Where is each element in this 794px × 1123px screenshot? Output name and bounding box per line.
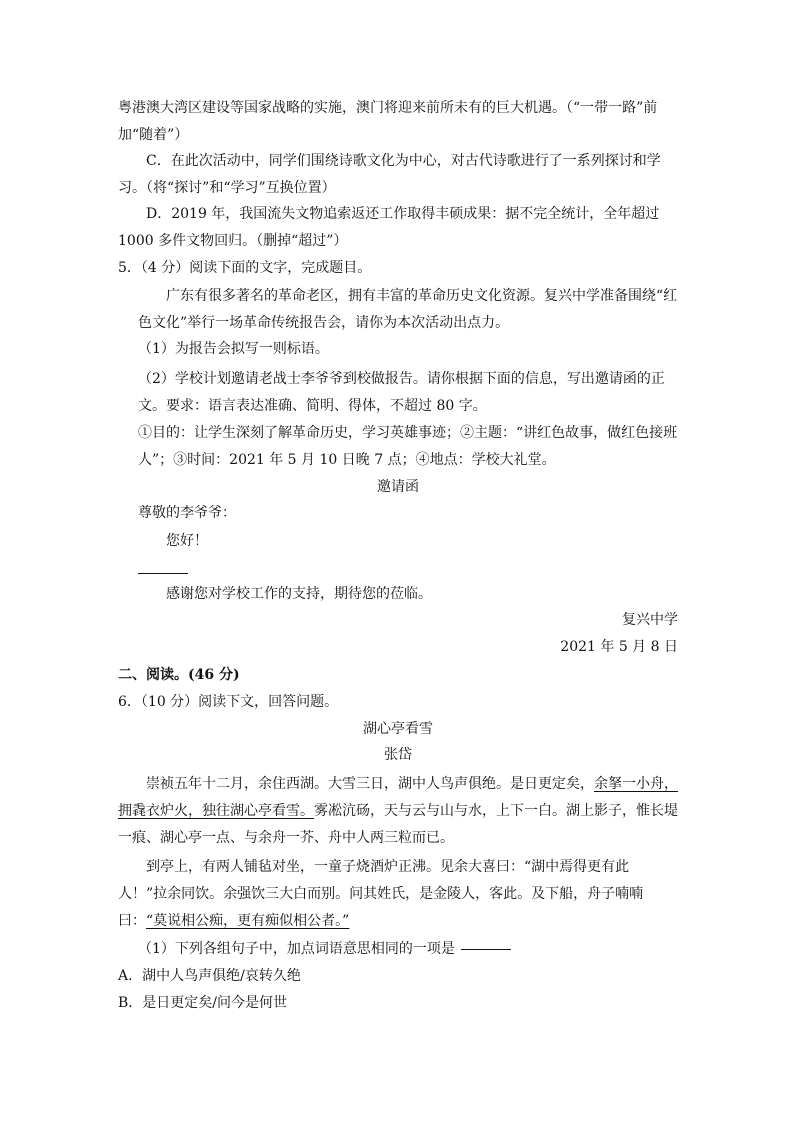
passage-p1-text-b: 雾凇沆砀，天与云与山与水，上下一白。湖上影子，惟长堤一痕、湖心亭一点、与余舟一芥、舟中人两三粒而已。 <box>118 803 678 846</box>
passage-paragraph-1 <box>118 771 678 852</box>
item5-passage: 广东有很多著名的革命老区，拥有丰富的革命历史文化资源。复兴中学准备围绕“红色文化”举行一场革命传统报告会，请你为本次活动出点力。 <box>138 288 678 331</box>
passage-p1-text-a: 崇祯五年十二月，余住西湖。大雪三日，湖中人鸟声俱绝。是日更定矣， <box>146 776 594 792</box>
passage-paragraph-2 <box>118 854 678 935</box>
item6-question-1 <box>138 936 678 962</box>
item6-question-1-text: （1）下列各组句子中，加点词语意思相同的一项是 <box>138 941 455 957</box>
passage-p1-underlined: 余拏一小舟，拥毳衣炉火，独往湖心亭看雪。 <box>118 776 678 819</box>
poem-title: 湖心亭看雪 <box>363 721 433 737</box>
item5-header: 5．（4 分）阅读下面的文字，完成题目。 <box>118 260 372 276</box>
item6-option-b: B．是日更定矣/问今是何世 <box>118 995 288 1011</box>
item4-option-d: D．2019 年，我国流失文物追索返还工作取得丰硕成果：据不完全统计，全年超过 1000 多件文物回归。（删掉“超过”） <box>118 206 660 249</box>
letter-closing: 感谢您对学校工作的支持，期待您的莅临。 <box>166 586 432 602</box>
passage-p2-text-a: 到亭上，有两人铺毡对坐，一童子烧酒炉正沸。见余大喜曰：“湖中焉得更有此人！”拉余同饮。余强饮三大白而别。问其姓氏，是金陵人，客此。及下船，舟子喃喃曰： <box>118 859 644 929</box>
item5-question-1: （1）为报告会拟写一则标语。 <box>138 341 329 357</box>
item6-option-a: A．湖中人鸟声俱绝/哀转久绝 <box>118 968 301 984</box>
item4-option-c: C．在此次活动中，同学们围绕诗歌文化为中心，对古代诗歌进行了一系列探讨和学习。（将“探讨”和“学习”互换位置） <box>118 153 661 196</box>
letter-body-blank <box>138 573 188 574</box>
poem-author: 张岱 <box>384 747 412 763</box>
letter-signature: 复兴中学 <box>622 612 678 628</box>
answer-blank <box>461 948 511 950</box>
letter-greeting: 您好！ <box>166 533 208 549</box>
item5-info: ①目的：让学生深刻了解革命历史，学习英雄事迹；②主题：“讲红色故事，做红色接班人”；③时间：2021 年 5 月 10 日晚 7 点；④地点：学校大礼堂。 <box>138 425 678 468</box>
letter-title: 邀请函 <box>377 479 419 495</box>
item5-question-2: （2）学校计划邀请老战士李爷爷到校做报告。请你根据下面的信息，写出邀请函的正文。要求：语言表达准确、简明、得体，不超过 80 字。 <box>138 371 665 414</box>
passage-p2-underlined: “莫说相公痴，更有痴似相公者。” <box>146 913 350 929</box>
letter-salutation: 尊敬的李爷爷： <box>138 505 236 521</box>
letter-date: 2021 年 5 月 8 日 <box>560 639 678 655</box>
item6-header: 6．（10 分）阅读下文，回答问题。 <box>118 694 339 710</box>
section-2-heading: 二、阅读。(46 分) <box>118 667 240 683</box>
item4-tail-text: 粤港澳大湾区建设等国家战略的实施，澳门将迎来前所未有的巨大机遇。（“一带一路”前加“随着”） <box>118 100 658 143</box>
